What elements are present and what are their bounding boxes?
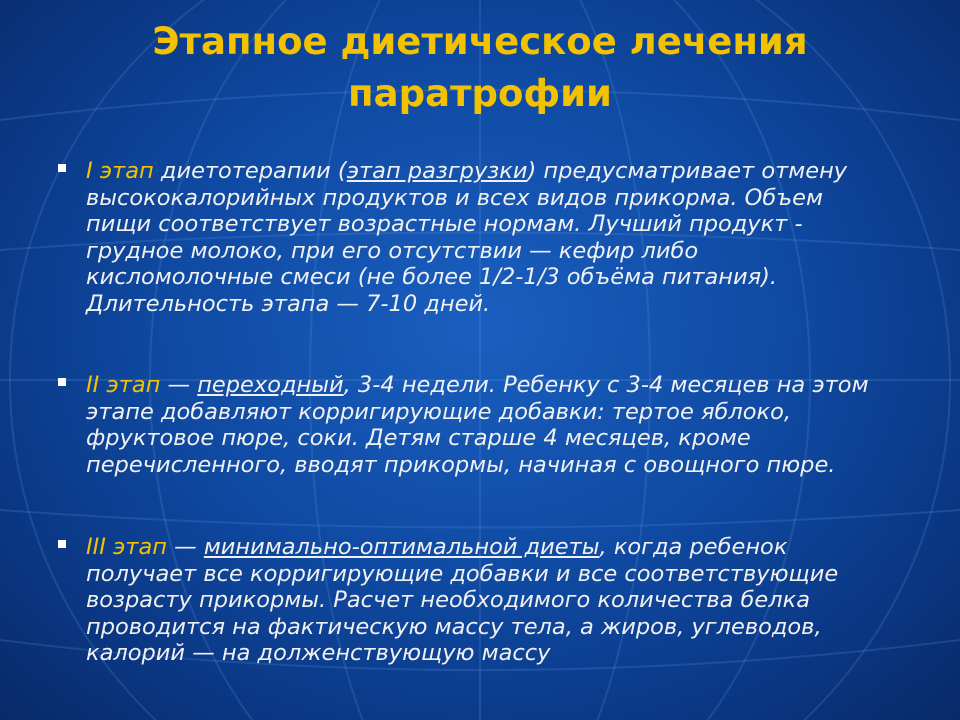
bullet-item-stage-2: [58, 372, 888, 478]
stage-label: II этап: [86, 372, 161, 398]
paragraph-text-post: , 3-4 недели. Ребенку с 3-4 месяцев на этом этапе добавляют корригирующие добавки: тертое яблоко, фруктовое пюре, соки. Детям старше 4 месяцев, кроме перечисленного, вводят прикормы, начиная с овощного пюре.: [86, 372, 869, 478]
bullet-paragraph: [86, 158, 888, 317]
bullet-paragraph: [86, 534, 888, 667]
underlined-term: минимально-оптимальной диеты: [203, 534, 600, 560]
paragraph-text-pre: —: [160, 372, 198, 398]
bullet-paragraph: [86, 372, 888, 478]
paragraph-text-pre: диетотерапии (: [153, 158, 347, 184]
square-bullet-icon: [58, 164, 66, 172]
bullet-item-stage-3: [58, 534, 888, 667]
paragraph-text-pre: —: [167, 534, 204, 560]
slide-title: [0, 16, 960, 120]
slide-title-line-1: Этапное диетическое лечения: [152, 20, 808, 63]
paragraph-text-post: ) предусматривает отмену высококалорийных продуктов и всех видов прикорма. Объем пищи соответствует возрастные нормам. Лучший продукт - грудное молоко, при его отсутствии — кефир либо кисломолочные смеси (не более 1/2-1/3 объёма питания). Длительность этапа — 7-10 дней.: [86, 158, 848, 317]
paragraph-text-post: , когда ребенок получает все корригирующие добавки и все соответствующие возрасту прикормы. Расчет необходимого количества белка проводится на фактическую массу тела, а жиров, углеводов, калорий — на долженствующую массу: [86, 534, 839, 666]
square-bullet-icon: [58, 378, 66, 386]
square-bullet-icon: [58, 540, 66, 548]
underlined-term: этап разгрузки: [346, 158, 528, 184]
underlined-term: переходный: [197, 372, 344, 398]
stage-label: III этап: [86, 534, 168, 560]
slide-title-line-2: паратрофии: [348, 72, 612, 115]
bullet-item-stage-1: [58, 158, 888, 317]
stage-label: I этап: [86, 158, 154, 184]
